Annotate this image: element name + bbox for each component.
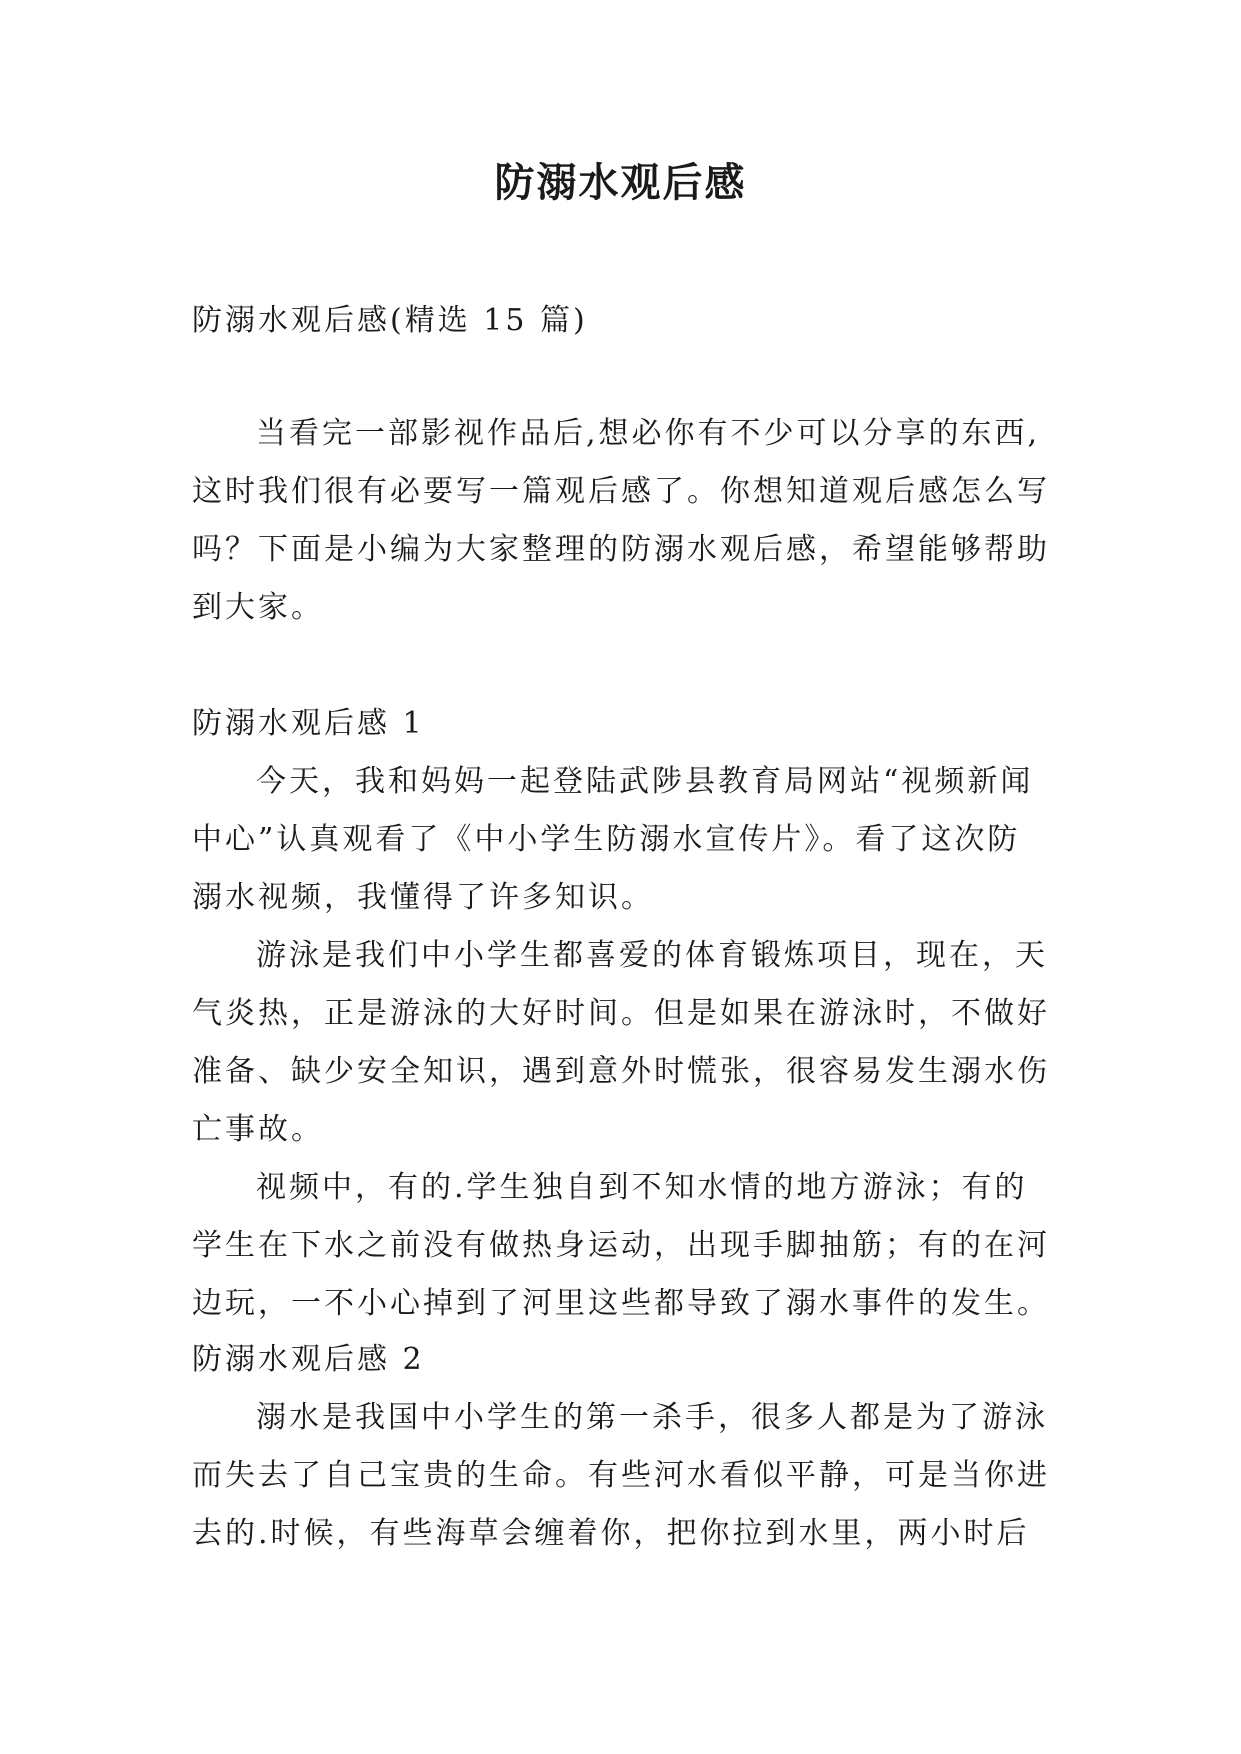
section-1-paragraph-2-line: 亡事故。 <box>192 1112 324 1147</box>
section-2-paragraph-1-line: 去的.时候，有些海草会缠着你，把你拉到水里，两小时后 <box>192 1516 1030 1551</box>
intro-line: 吗？下面是小编为大家整理的防溺水观后感，希望能够帮助 <box>192 532 1050 567</box>
section-1-paragraph-3-line: 视频中，有的.学生独自到不知水情的地方游泳；有的 <box>256 1170 1028 1205</box>
intro-paragraph <box>192 405 1062 637</box>
section-1-paragraph-1-line: 中心”认真观看了《中小学生防溺水宣传片》。看了这次防 <box>192 822 1021 857</box>
section-1 <box>192 695 1062 1333</box>
document-title: 防溺水观后感 <box>494 160 747 206</box>
section-1-paragraph-1-line: 今天，我和妈妈一起登陆武陟县教育局网站“视频新闻 <box>256 764 1034 799</box>
section-1-paragraph-2-line: 游泳是我们中小学生都喜爱的体育锻炼项目，现在，天 <box>256 938 1048 973</box>
section-1-paragraph-3-line: 学生在下水之前没有做热身运动，出现手脚抽筋；有的在河 <box>192 1228 1050 1263</box>
section-1-paragraph-2-line: 准备、缺少安全知识，遇到意外时慌张，很容易发生溺水伤 <box>192 1054 1050 1089</box>
section-2-paragraph-1-line: 而失去了自己宝贵的生命。有些河水看似平静，可是当你进 <box>192 1458 1050 1493</box>
document-subtitle <box>192 292 1062 350</box>
intro-line: 到大家。 <box>192 590 324 625</box>
section-1-heading: 防溺水观后感 1 <box>192 706 425 741</box>
section-2-heading: 防溺水观后感 2 <box>192 1342 425 1377</box>
section-2-paragraph-1-line: 溺水是我国中小学生的第一杀手，很多人都是为了游泳 <box>256 1400 1048 1435</box>
subtitle-line: 防溺水观后感(精选 15 篇) <box>192 303 588 338</box>
section-2 <box>192 1331 1062 1563</box>
intro-line: 这时我们很有必要写一篇观后感了。你想知道观后感怎么写 <box>192 474 1050 509</box>
section-1-paragraph-3-line: 边玩，一不小心掉到了河里这些都导致了溺水事件的发生。 <box>192 1286 1050 1321</box>
section-1-paragraph-1-line: 溺水视频，我懂得了许多知识。 <box>192 880 654 915</box>
section-1-paragraph-2-line: 气炎热，正是游泳的大好时间。但是如果在游泳时，不做好 <box>192 996 1050 1031</box>
intro-line: 当看完一部影视作品后,想必你有不少可以分享的东西, <box>256 416 1041 451</box>
